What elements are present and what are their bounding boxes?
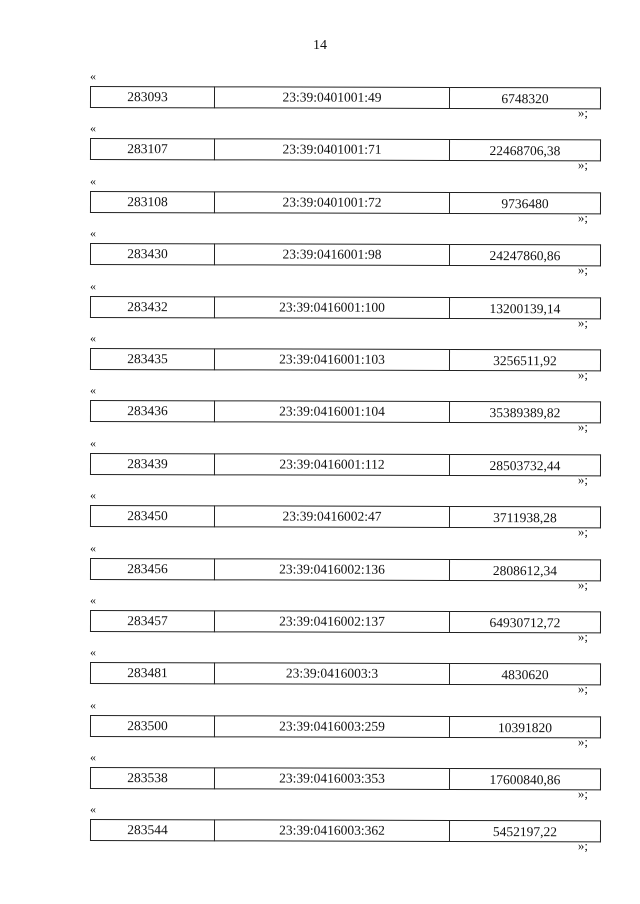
value-cell: 6748320: [449, 87, 600, 108]
table-row: [90, 191, 601, 214]
row-id-cell: 283093: [90, 87, 214, 108]
value-cell: 22468706,38: [449, 140, 600, 161]
close-quote: »;: [577, 314, 588, 330]
close-quote: »;: [577, 471, 588, 487]
open-quote: «: [90, 121, 96, 136]
table-row: [90, 86, 601, 109]
value-cell: 13200139,14: [449, 297, 600, 318]
open-quote: «: [90, 330, 96, 345]
close-quote: »;: [577, 157, 588, 173]
entry-block: [0, 747, 640, 802]
open-quote: «: [90, 592, 96, 607]
open-quote: «: [90, 645, 96, 660]
open-quote: «: [90, 69, 96, 83]
cadastral-number-cell: 23:39:0416001:100: [214, 296, 449, 318]
value-cell: 64930712,72: [449, 611, 600, 632]
row-id-cell: 283430: [90, 244, 214, 265]
open-quote: «: [90, 435, 96, 450]
value-cell: 2808612,34: [449, 559, 600, 580]
open-quote: «: [90, 226, 96, 241]
close-quote: »;: [577, 838, 588, 854]
table-row: [90, 767, 601, 790]
entry-block: [0, 642, 640, 697]
cadastral-number-cell: 23:39:0416001:98: [214, 244, 449, 266]
entry-block: [0, 118, 640, 173]
cadastral-number-cell: 23:39:0416001:103: [214, 349, 449, 371]
row-id-cell: 283435: [90, 348, 214, 369]
entry-block: [0, 485, 640, 540]
open-quote: «: [90, 697, 96, 712]
entry-block: [0, 328, 640, 380]
close-quote: »;: [577, 262, 588, 278]
cadastral-number-cell: 23:39:0401001:71: [214, 139, 449, 161]
entries-list: [0, 66, 640, 852]
row-id-cell: 283538: [90, 768, 214, 789]
table-row: [90, 662, 601, 685]
entry-block: [0, 433, 640, 485]
close-quote: »;: [577, 681, 588, 697]
table-row: [90, 243, 601, 266]
value-cell: 3711938,28: [449, 507, 600, 528]
cadastral-number-cell: 23:39:0401001:72: [214, 192, 449, 214]
row-id-cell: 283439: [90, 453, 214, 474]
value-cell: 24247860,86: [449, 245, 600, 266]
table-row: [90, 610, 601, 633]
value-cell: 3256511,92: [449, 349, 600, 370]
close-quote: »;: [577, 105, 588, 120]
close-quote: »;: [577, 628, 588, 644]
page-number: 14: [313, 38, 327, 53]
cadastral-number-cell: 23:39:0416003:353: [214, 768, 449, 790]
cadastral-number-cell: 23:39:0416003:259: [214, 716, 449, 738]
row-id-cell: 283481: [90, 663, 214, 684]
close-quote: »;: [577, 209, 588, 225]
open-quote: «: [90, 173, 96, 188]
entry-block: [0, 590, 640, 642]
table-row: [90, 138, 601, 161]
value-cell: 5452197,22: [449, 821, 600, 842]
cadastral-number-cell: 23:39:0416002:47: [214, 506, 449, 528]
value-cell: 35389389,82: [449, 402, 600, 423]
table-row: [90, 505, 601, 528]
cadastral-number-cell: 23:39:0416003:362: [214, 820, 449, 842]
row-id-cell: 283456: [90, 558, 214, 579]
table-row: [90, 400, 601, 423]
open-quote: «: [90, 488, 96, 503]
open-quote: «: [90, 278, 96, 293]
table-row: [90, 296, 601, 319]
value-cell: 10391820: [449, 716, 600, 737]
entry-block: [0, 66, 640, 118]
table-row: [90, 453, 601, 476]
close-quote: »;: [577, 733, 588, 749]
row-id-cell: 283544: [90, 820, 214, 841]
value-cell: 17600840,86: [449, 769, 600, 790]
open-quote: «: [90, 802, 96, 817]
value-cell: 28503732,44: [449, 454, 600, 475]
cadastral-number-cell: 23:39:0416003:3: [214, 663, 449, 685]
row-id-cell: 283107: [90, 139, 214, 160]
open-quote: «: [90, 383, 96, 398]
cadastral-number-cell: 23:39:0416001:104: [214, 401, 449, 423]
open-quote: «: [90, 540, 96, 555]
entry-block: [0, 380, 640, 435]
open-quote: «: [90, 750, 96, 765]
entry-block: [0, 276, 640, 328]
cadastral-number-cell: 23:39:0416002:136: [214, 558, 449, 580]
row-id-cell: 283436: [90, 401, 214, 422]
row-id-cell: 283500: [90, 715, 214, 736]
table-row: [90, 819, 601, 842]
entry-block: [0, 538, 640, 590]
entry-block: [0, 171, 640, 223]
cadastral-number-cell: 23:39:0401001:49: [214, 87, 449, 109]
value-cell: 4830620: [449, 664, 600, 685]
table-row: [90, 348, 601, 371]
table-row: [90, 715, 601, 738]
entry-block: [0, 799, 640, 854]
entry-block: [0, 223, 640, 278]
row-id-cell: 283450: [90, 506, 214, 527]
close-quote: »;: [577, 576, 588, 592]
cadastral-number-cell: 23:39:0416001:112: [214, 454, 449, 476]
close-quote: »;: [577, 786, 588, 802]
row-id-cell: 283457: [90, 610, 214, 631]
cadastral-number-cell: 23:39:0416002:137: [214, 611, 449, 633]
table-row: [90, 558, 601, 581]
close-quote: »;: [577, 419, 588, 435]
close-quote: »;: [577, 524, 588, 540]
entry-block: [0, 695, 640, 747]
row-id-cell: 283108: [90, 191, 214, 212]
value-cell: 9736480: [449, 192, 600, 213]
row-id-cell: 283432: [90, 296, 214, 317]
close-quote: »;: [577, 366, 588, 382]
